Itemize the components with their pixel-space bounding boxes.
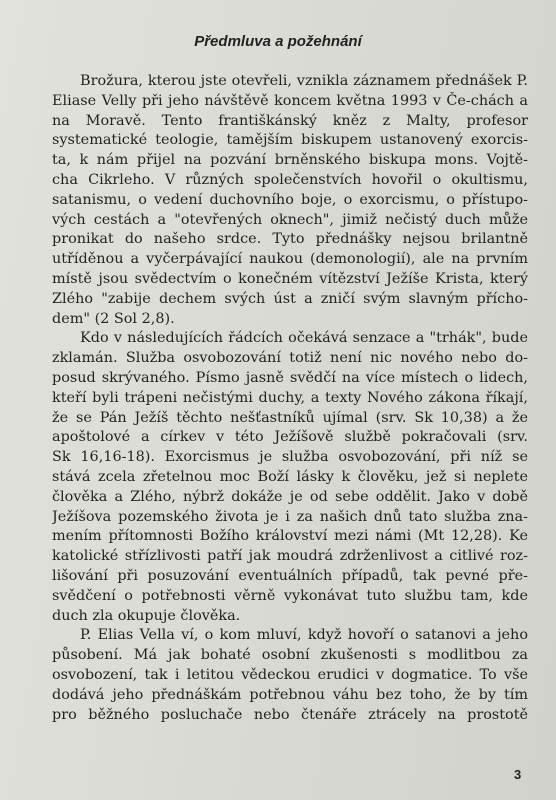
- text-line: svědčení o potřebnosti věrně vykonávat tuto službu tam, kde: [52, 587, 528, 604]
- text-line: působení. Má jak bohaté osobní zkušenosti s modlitbou za: [52, 647, 528, 664]
- text-line: osvobození, tak i letitou vědeckou erudici v dogmatice. To vše: [52, 666, 528, 683]
- paragraph-2: [52, 329, 528, 626]
- body-text: [52, 72, 528, 725]
- text-line: duch zla okupuje člověka.: [52, 607, 241, 624]
- text-line: posud skrývaného. Písmo jasně svědčí na více místech o lidech,: [52, 369, 528, 386]
- text-line: že se Pán Ježíš těchto nešťastníků ujímal (srv. Sk 10,38) a že: [52, 409, 528, 426]
- text-line: lišování při posuzování eventuálních případů, tak pevné pře-: [52, 567, 528, 584]
- text-line: vých cestách a "otevřených oknech", jimiž nečistý duch může: [52, 211, 528, 228]
- text-line: cha Cikrleho. V různých společenstvích hovořil o okultismu,: [52, 171, 528, 188]
- text-line: kteří byli trápeni nečistými duchy, a texty Nového zákona říkají,: [52, 389, 528, 406]
- text-line: pro běžného posluchače nebo čtenáře ztrácely na prostotě: [52, 706, 528, 723]
- paragraph-3: [52, 626, 528, 725]
- text-line: P. Elias Vella ví, o kom mluví, když hovoří o satanovi a jeho: [80, 627, 528, 644]
- text-line: mením přítomnosti Božího království mezi námi (Mt 12,28). Ke: [52, 528, 528, 545]
- text-line: katolické střízlivosti patří jak moudrá zdrženlivost a citlivé roz-: [52, 548, 528, 565]
- text-line: zklamán. Služba osvobozování totiž není nic nového nebo do-: [52, 350, 528, 367]
- text-line: ta, k nám přijel na pozvání brněnského biskupa mons. Vojtě-: [52, 152, 528, 169]
- text-line: dem" (2 Sol 2,8).: [52, 310, 175, 327]
- text-line: apoštolové a církev v této Ježíšově službě pokračovali (srv.: [52, 429, 528, 446]
- text-line: Brožura, kterou jste otevřeli, vznikla záznamem přednášek P.: [80, 73, 528, 89]
- text-line: satanismu, o vedení duchovního boje, o exorcismu, o přístupo-: [52, 191, 528, 208]
- chapter-heading: Předmluva a požehnání: [194, 33, 362, 50]
- text-line: člověka a Zlého, nýbrž dokáže je od sebe oddělit. Jako v době: [52, 488, 528, 505]
- text-line: systematické teologie, tamějším biskupem ustanovený exorcis-: [52, 132, 528, 149]
- text-line: Eliase Velly při jeho návštěvě koncem května 1993 v Če-chách a: [52, 92, 528, 109]
- text-line: pronikat do našeho srdce. Tyto přednášky nejsou brilantně: [52, 231, 528, 248]
- text-line: Zlého "zabije dechem svých úst a zničí svým slavným přícho-: [52, 290, 528, 307]
- page-number: 3: [514, 767, 522, 782]
- paragraph-1: [52, 72, 528, 329]
- text-line: Ježíšova pozemského života je i za našich dnů tato služba zna-: [52, 508, 528, 525]
- text-line: utříděnou a vyčerpávající naukou (demonologií), ale na prvním: [52, 251, 528, 268]
- text-line: na Moravě. Tento františkánský kněz z Malty, profesor: [52, 112, 528, 129]
- text-line: Kdo v následujících řádcích očekává senzace a "trhák", bude: [80, 330, 528, 347]
- text-line: místě jsou svědectvím o konečném vítězství Ježíše Krista, který: [52, 270, 528, 287]
- text-line: dodává jeho přednáškám potřebnou váhu bez toho, že by tím: [52, 686, 528, 703]
- text-line: stává zcela zřetelnou moc Boží lásky k člověku, jež si neplete: [52, 468, 528, 485]
- text-line: Sk 16,16-18). Exorcismus je služba osvobozování, při níž se: [52, 449, 528, 466]
